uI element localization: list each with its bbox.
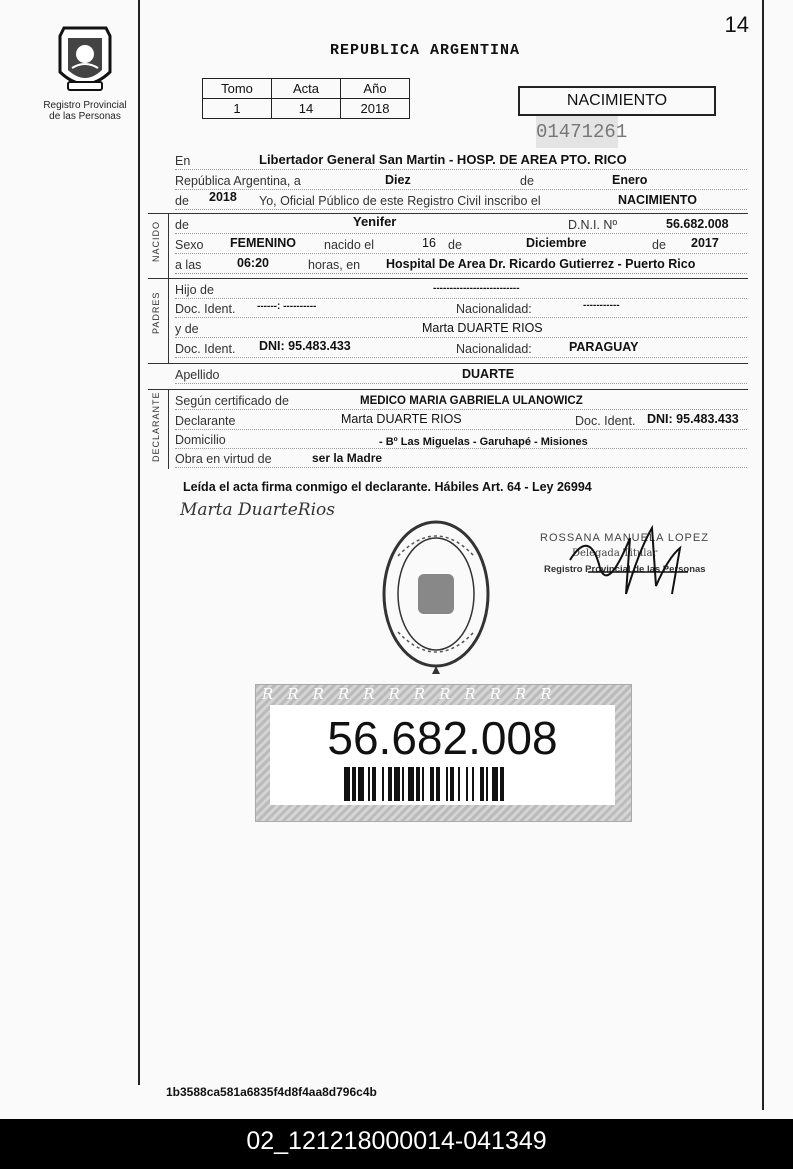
closing-statement: Leída el acta firma conmigo el declarante. Hábiles Art. 64 - Ley 26994	[183, 480, 592, 494]
value-madre-doc: DNI: 95.483.433	[259, 339, 351, 353]
footer-code: 02_121218000014-041349	[246, 1127, 547, 1155]
row-virtud	[175, 450, 747, 468]
value-nac-mes: Diciembre	[526, 236, 587, 250]
label-nacido-el: nacido el	[324, 238, 375, 252]
section-bar-nacido	[168, 213, 169, 278]
logo-caption-line2: de las Personas	[49, 111, 121, 122]
label-horas-en: horas, en	[308, 258, 361, 272]
label-en: En	[175, 154, 191, 168]
row-sexo	[175, 236, 747, 254]
value-nac-dia: 16	[422, 236, 436, 250]
table-header-acta: Acta	[272, 79, 341, 99]
value-mes: Enero	[612, 173, 648, 187]
label-dni: D.N.I. Nº	[568, 218, 618, 232]
row-madre-doc	[175, 340, 747, 358]
row-certificado	[175, 392, 747, 410]
logo-caption-line1: Registro Provincial	[43, 100, 127, 111]
label-doc-ident-declarante: Doc. Ident.	[575, 414, 636, 428]
dni-barcode-card	[255, 684, 632, 822]
coat-of-arms-icon	[54, 22, 116, 96]
side-label-nacido: NACIDO	[151, 220, 161, 262]
label-domicilio: Domicilio	[175, 433, 226, 447]
value-lugar-nac: Hospital De Area Dr. Ricardo Gutierrez - Puerto Rico	[386, 257, 696, 271]
label-nacionalidad-padre: Nacionalidad:	[456, 302, 532, 316]
value-padre-doc: ------: ----------	[257, 301, 317, 312]
table-header-tomo: Tomo	[203, 79, 272, 99]
table-value-anio: 2018	[341, 99, 410, 119]
label-de-mes: de	[520, 174, 534, 188]
value-certificado: MEDICO MARIA GABRIELA ULANOWICZ	[360, 395, 583, 407]
value-declarante-doc: DNI: 95.483.433	[647, 412, 739, 426]
value-apellido: DUARTE	[462, 367, 515, 381]
official-role: Delegada Titular	[572, 548, 658, 559]
section-divider-declarante	[148, 389, 748, 390]
footer-bar	[0, 1119, 793, 1169]
right-margin-line	[762, 0, 764, 1110]
value-sexo: FEMENINO	[230, 236, 296, 250]
official-name: ROSSANA MANUELA LOPEZ	[540, 532, 709, 544]
section-bar-declarante	[168, 389, 169, 469]
row-apellido	[175, 366, 747, 384]
table-value-acta: 14	[272, 99, 341, 119]
row-hora	[175, 256, 747, 274]
label-doc-ident-padre: Doc. Ident.	[175, 302, 236, 316]
official-seal-stamp	[378, 516, 494, 678]
barcode-number: 56.682.008	[327, 712, 558, 764]
value-anio: 2018	[209, 190, 237, 204]
barcode-bars-icon	[344, 767, 566, 801]
label-sexo: Sexo	[175, 238, 204, 252]
label-declarante: Declarante	[175, 414, 236, 428]
table-value-tomo: 1	[203, 99, 272, 119]
row-declarante	[175, 412, 747, 430]
label-segun-cert: Según certificado de	[175, 394, 289, 408]
label-de-nombre: de	[175, 218, 189, 232]
record-type-box: NACIMIENTO	[518, 86, 716, 116]
value-virtud: ser la Madre	[312, 451, 383, 465]
label-de-anio2: de	[652, 238, 666, 252]
value-madre: Marta DUARTE RIOS	[422, 321, 543, 335]
value-acto: NACIMIENTO	[618, 193, 697, 207]
section-divider-apellido	[148, 363, 748, 364]
section-divider-nacido	[148, 213, 748, 214]
value-lugar: Libertador General San Martin - HOSP. DE AREA PTO. RICO	[259, 152, 627, 167]
label-de-dia: de	[448, 238, 462, 252]
left-margin-line	[138, 0, 140, 1085]
row-domicilio	[175, 431, 747, 449]
row-padre-doc	[175, 300, 747, 318]
row-hijo-de	[175, 281, 747, 299]
barcode-label	[270, 705, 615, 805]
value-padre-nac: -----------	[583, 300, 620, 311]
label-yo-oficial: Yo, Oficial Público de este Registro Civil inscribo el	[259, 194, 541, 208]
value-madre-nac: PARAGUAY	[569, 340, 639, 354]
section-bar-padres	[168, 278, 169, 363]
label-apellido: Apellido	[175, 368, 220, 382]
value-padre: --------------------------	[433, 283, 520, 294]
document-hash: 1b3588ca581a6835f4d8f4aa8d796c4b	[166, 1085, 377, 1099]
side-label-padres: PADRES	[151, 291, 161, 334]
official-office: Registro Provincial de las Personas	[544, 564, 706, 575]
side-label-declarante: DECLARANTE	[151, 391, 161, 462]
security-pattern-row: RRRRRRRRRRRR	[262, 685, 566, 703]
row-anio	[175, 192, 747, 210]
value-dia: Diez	[385, 173, 411, 187]
row-nombre	[175, 216, 747, 234]
official-signature	[560, 508, 700, 600]
label-hijo-de: Hijo de	[175, 283, 214, 297]
value-dni: 56.682.008	[666, 217, 729, 231]
label-y-de: y de	[175, 322, 199, 336]
value-nombre: Yenifer	[353, 214, 397, 229]
section-divider-padres	[148, 278, 748, 279]
row-republica	[175, 172, 747, 190]
value-hora: 06:20	[237, 256, 269, 270]
value-domicilio: - Bº Las Miguelas - Garuhapé - Misiones	[379, 436, 588, 448]
document-title: REPUBLICA ARGENTINA	[330, 42, 521, 59]
registry-logo	[40, 22, 130, 122]
label-nacionalidad-madre: Nacionalidad:	[456, 342, 532, 356]
serial-number: 01471261	[536, 116, 618, 148]
label-doc-ident-madre: Doc. Ident.	[175, 342, 236, 356]
label-de-anio: de	[175, 194, 189, 208]
value-declarante: Marta DUARTE RIOS	[341, 412, 462, 426]
page-number: 14	[724, 12, 749, 37]
label-a-las: a las	[175, 258, 202, 272]
table-header-anio: Año	[341, 79, 410, 99]
declarante-signature: Marta DuarteRios	[180, 500, 335, 520]
row-en	[175, 152, 747, 170]
row-y-de	[175, 320, 747, 338]
label-obra-virtud: Obra en virtud de	[175, 452, 272, 466]
record-table	[202, 78, 410, 119]
value-nac-anio: 2017	[691, 236, 719, 250]
label-republica: República Argentina, a	[175, 174, 301, 188]
